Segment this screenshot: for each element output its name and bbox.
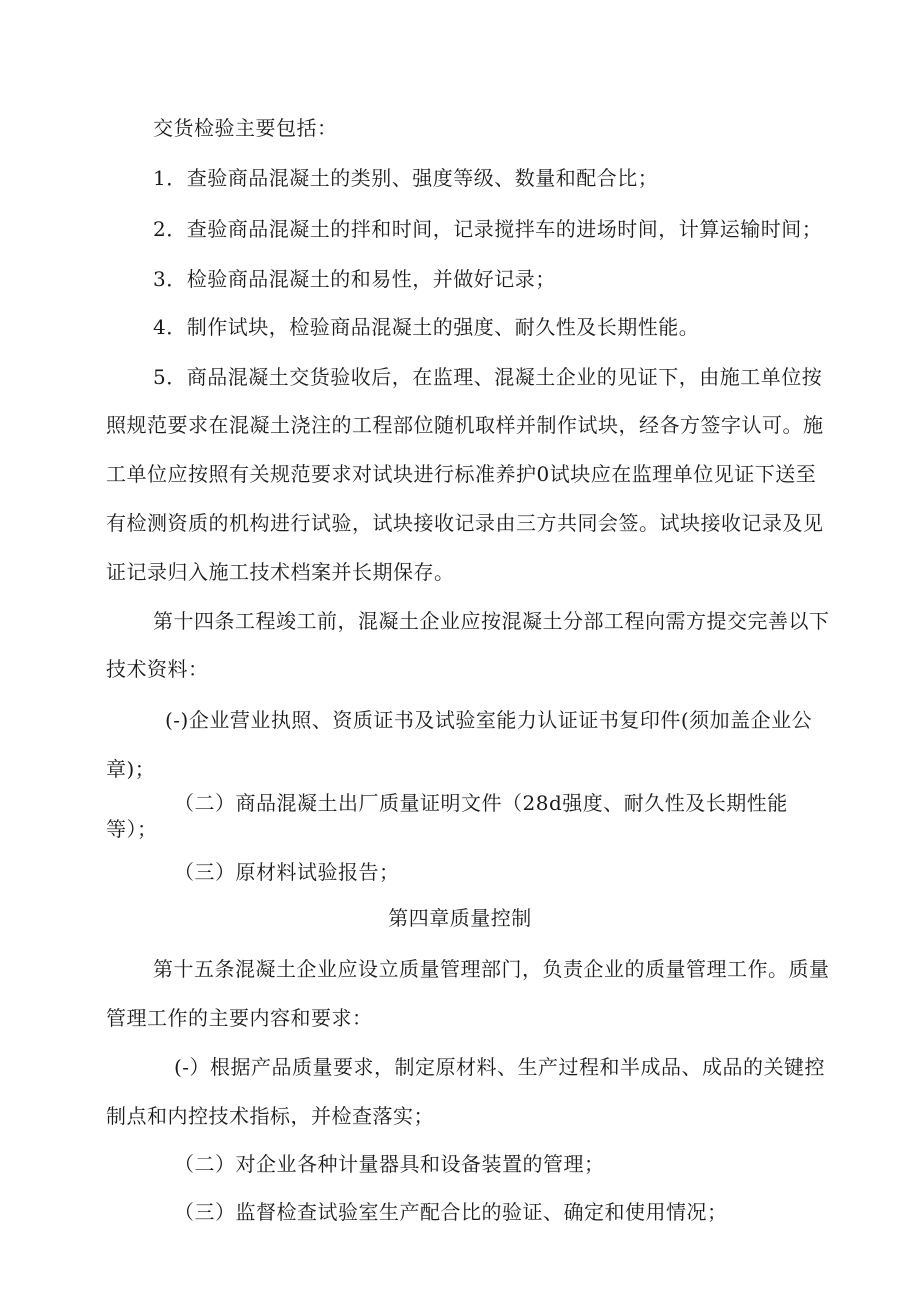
list-item-4: 4．制作试块，检验商品混凝土的强度、耐久性及长期性能。 — [153, 315, 700, 339]
list-item-5-line-1: 5．商品混凝土交货验收后，在监理、混凝土企业的见证下，由施工单位按 — [153, 365, 823, 389]
sub-item-1-line-1: (-)企业营业执照、资质证书及试验室能力认证证书复印件(须加盖企业公 — [165, 708, 813, 732]
sub-item-2-line-1: （二）商品混凝土出厂质量证明文件（28d强度、耐久性及长期性能 — [174, 791, 788, 815]
paragraph-intro: 交货检验主要包括： — [153, 116, 338, 140]
article-15-line-1: 第十五条混凝土企业应设立质量管理部门，负责企业的质量管理工作。质量 — [153, 957, 830, 981]
chapter-heading: 第四章质量控制 — [388, 906, 532, 930]
qc-item-1-line-1: (-）根据产品质量要求，制定原材料、生产过程和半成品、成品的关键控 — [174, 1055, 826, 1079]
sub-item-1-line-2: 章)； — [106, 757, 156, 781]
sub-item-2-line-2: 等）； — [106, 817, 158, 841]
list-item-3: 3．检验商品混凝土的和易性，并做好记录； — [153, 267, 556, 291]
qc-item-1-line-2: 制点和内控技术指标，并检查落实； — [106, 1104, 434, 1128]
list-item-5-line-4: 有检测资质的机构进行试验，试块接收记录由三方共同会签。试块接收记录及见 — [106, 511, 824, 535]
article-14-line-1: 第十四条工程竣工前，混凝土企业应按混凝土分部工程向需方提交完善以下 — [153, 609, 830, 633]
qc-item-3: （三）监督检查试验室生产配合比的验证、确定和使用情况； — [174, 1200, 728, 1224]
list-item-1: 1．查验商品混凝土的类别、强度等级、数量和配合比； — [153, 166, 659, 190]
qc-item-2: （二）对企业各种计量器具和设备装置的管理； — [174, 1152, 605, 1176]
list-item-5-line-3: 工单位应按照有关规范要求对试块进行标准养护0试块应在监理单位见证下送至 — [106, 462, 817, 486]
list-item-5-line-5: 证记录归入施工技术档案并长期保存。 — [106, 560, 455, 584]
article-15-line-2: 管理工作的主要内容和要求： — [106, 1006, 373, 1030]
article-14-line-2: 技术资料： — [106, 657, 209, 681]
sub-item-3: （三）原材料试验报告； — [174, 860, 400, 884]
list-item-2: 2．查验商品混凝土的拌和时间，记录搅拌车的进场时间，计算运输时间； — [153, 217, 823, 241]
list-item-5-line-2: 照规范要求在混凝土浇注的工程部位随机取样并制作试块，经各方签字认可。施 — [106, 413, 824, 437]
